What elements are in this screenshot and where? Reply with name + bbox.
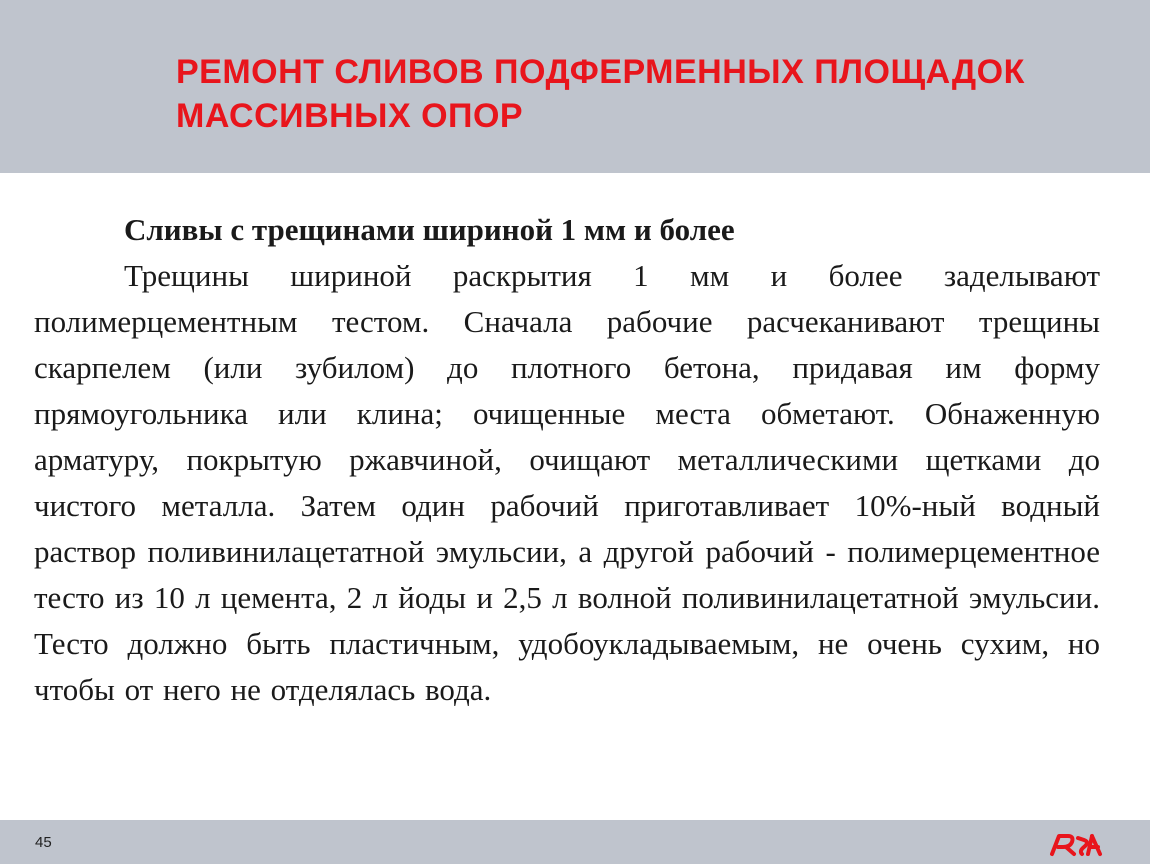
body-paragraph: Трещины шириной раскрытия 1 мм и более заделывают полимерцементным тестом. Сначала рабочие расчеканивают трещины скарпелем (или зубилом) до плотного бетона, придавая им форму прямоугольника или клина; очищенные места обметают. Обнаженную арматуру, покрытую ржавчиной, очищают металлическими щетками до чистого металла. Затем один рабочий приготавливает 10%-ный водный раствор поливинилацетатной эмульсии, а другой рабочий - полимерцементное тесто из 10 л цемента, 2 л йоды и 2,5 л волной поливинилацетатной эмульсии. Тесто должно быть пластичным, удобоукладываемым, не очень сухим, но чтобы от него не отделялась вода. bbox=[34, 258, 1100, 707]
page-number: 45 bbox=[35, 834, 52, 851]
slide-content bbox=[34, 207, 1100, 713]
slide-title: РЕМОНТ СЛИВОВ ПОДФЕРМЕННЫХ ПЛОЩАДОК МАССИВНЫХ ОПОР bbox=[176, 53, 1025, 135]
footer-band bbox=[0, 820, 1150, 864]
rzd-logo-icon bbox=[1048, 828, 1106, 858]
header-band bbox=[0, 0, 1150, 173]
section-subheading: Сливы с трещинами шириной 1 мм и более bbox=[124, 212, 735, 247]
